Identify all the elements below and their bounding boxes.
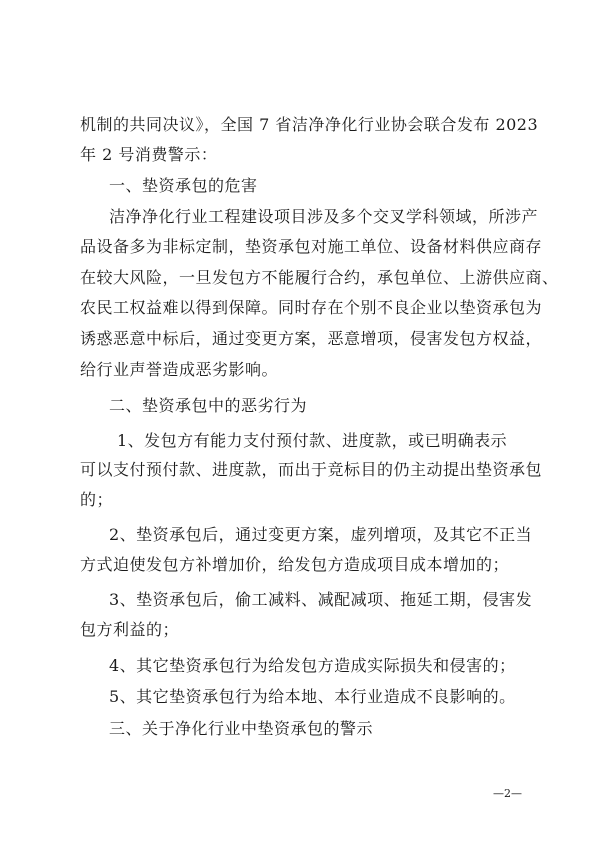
section-heading-2: 二、垫资承包中的恶劣行为 [109,396,308,415]
text-line-12: 可以支付预付款、进度款，而出于竞标目的仍主动提出垫资承包 [80,460,543,479]
text-line-15: 方式迫使发包方补增加价，给发包方造成项目成本增加的； [80,555,510,574]
text-line-7: 农民工权益难以得到保障。同时存在个别不良企业以垫资承包为 [80,298,543,317]
text-line-1: 机制的共同决议》，全国 7 省洁净净化行业协会联合发布 2023 [80,115,539,134]
text-line-6: 在较大风险，一旦发包方不能履行合约，承包单位、上游供应商、 [80,268,559,287]
text-line-5: 品设备多为非标定制，垫资承包对施工单位、设备材料供应商存 [80,237,543,256]
text-line-2: 年 2 号消费警示： [80,145,218,164]
text-line-18: 4、其它垫资承包行为给发包方造成实际损失和侵害的； [109,656,516,675]
section-heading-3: 三、关于净化行业中垫资承包的警示 [109,719,374,738]
text-line-8: 诱惑恶意中标后，通过变更方案，恶意增项，侵害发包方权益， [80,329,543,348]
text-line-11: 1、发包方有能力支付预付款、进度款，或已明确表示 [117,431,508,450]
text-line-9: 给行业声誉造成恶劣影响。 [80,360,279,379]
text-line-4: 洁净净化行业工程建设项目涉及多个交叉学科领域，所涉产 [109,207,539,226]
text-line-19: 5、其它垫资承包行为给本地、本行业造成不良影响的。 [109,687,516,706]
text-line-14: 2、垫资承包后，通过变更方案，虚列增项，及其它不正当 [109,525,533,544]
text-line-13: 的； [80,490,114,509]
section-heading-1: 一、垫资承包的危害 [109,176,258,195]
text-line-17: 包方利益的； [80,620,180,639]
text-line-16: 3、垫资承包后，偷工减料、减配减项、拖延工期，侵害发 [109,590,533,609]
page-number: —2— [493,787,522,800]
